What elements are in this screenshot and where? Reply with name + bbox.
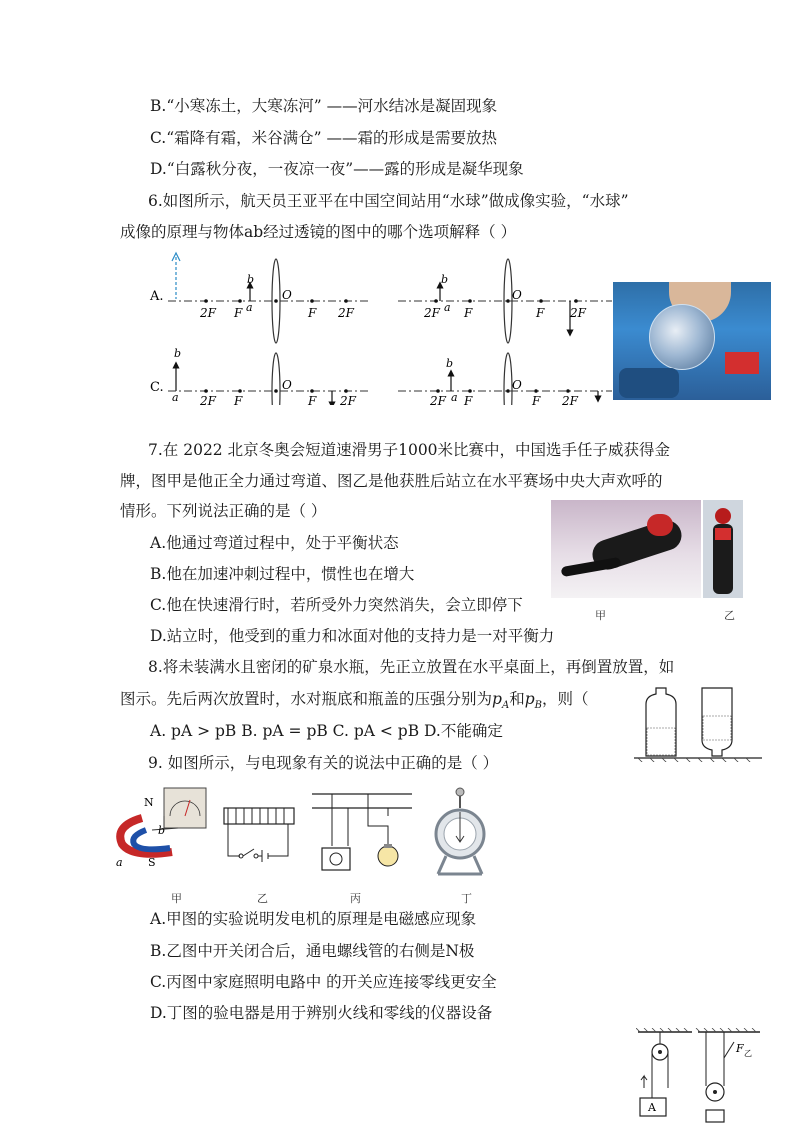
label-2f: 2F (562, 394, 578, 405)
lens-c (272, 353, 280, 405)
q9-option-d: D.丁图的验电器是用于辨别火线和零线的仪器设备 (150, 1004, 493, 1022)
label-2f: 2F (338, 306, 354, 320)
conductor-b-label: b (158, 824, 166, 837)
label-2f: 2F (570, 306, 586, 320)
skater-photo-jia (551, 500, 701, 598)
q7-option-a: A.他通过弯道过程中，处于平衡状态 (150, 534, 399, 552)
label-2f: 2F (430, 394, 446, 405)
label-2f: 2F (200, 394, 216, 405)
p-b-symbol: p (524, 690, 535, 708)
label-b: b (441, 273, 449, 286)
q5-option-b: B.“小寒冻土，大寒冻河” ——河水结冰是凝固现象 (150, 97, 498, 115)
q6-stem-line2: 成像的原理与物体ab经过透镜的图中的哪个选项解释（ ） (120, 223, 517, 241)
label-f: F (532, 394, 541, 405)
inverted-bottle (702, 688, 732, 756)
socket (322, 848, 350, 870)
caption-yi: 乙 (257, 892, 268, 905)
q8-line2-mid: 和 (509, 690, 525, 708)
caption-yi: 乙 (724, 609, 735, 622)
p-a-symbol: p (492, 690, 502, 708)
q9-stem: 9. 如图所示，与电现象有关的说法中正确的是（ ） (148, 754, 499, 772)
option-c-label: C. (150, 380, 164, 395)
upright-bottle (646, 688, 676, 756)
q7-stem-line3: 情形。下列说法正确的是（ ） (120, 502, 327, 520)
label-2f: 2F (200, 306, 216, 320)
force-f-label: F (736, 1042, 744, 1055)
block-a-label: A (648, 1101, 656, 1114)
label-f: F (464, 306, 473, 320)
q7-option-c: C.他在快速滑行时，若所受外力突然消失，会立即停下 (150, 596, 523, 614)
p-a-subscript: A (501, 700, 510, 712)
caption-bing: 丙 (350, 892, 361, 905)
label-a: a (444, 301, 451, 314)
magnet-n-label: N (144, 796, 154, 809)
force-f-sub: 乙 (744, 1049, 752, 1058)
skater-head (715, 508, 731, 524)
q9-diagrams (112, 786, 502, 886)
label-o: O (282, 378, 292, 392)
conductor-a-label: a (116, 856, 123, 869)
galvanometer (164, 788, 206, 828)
water-ball-photo (613, 282, 771, 400)
q6-stem-line1: 6.如图所示，航天员王亚平在中国空间站用“水球”做成像实验，“水球” (148, 192, 629, 210)
q8-line2-pre: 图示。先后两次放置时，水对瓶底和瓶盖的压强分别为 (120, 690, 493, 708)
water-level-a (647, 728, 675, 755)
caption-jia: 甲 (595, 609, 606, 622)
label-o: O (512, 288, 522, 302)
q5-option-c: C.“霜降有霜，米谷满仓” ——霜的形成是需要放热 (150, 129, 498, 147)
label-o: O (282, 288, 292, 302)
q8-line2-post: ，则（ (542, 690, 589, 708)
pulley-diagrams (636, 1028, 766, 1123)
label-o: O (512, 378, 522, 392)
q5-option-d: D.“白露秋分夜，一夜凉一夜”——露的形成是凝华现象 (150, 160, 524, 178)
skater-chest (715, 528, 731, 540)
label-f: F (464, 394, 473, 405)
battery (258, 824, 288, 862)
q7-stem-line1: 7.在 2022 北京冬奥会短道速滑男子1000米比赛中，中国选手任子威获得金 (148, 441, 671, 459)
magnet-s-label: S (148, 856, 156, 869)
label-f: F (234, 394, 243, 405)
water-level-b (703, 716, 731, 740)
skater-photo-yi (703, 500, 743, 598)
p-b-subscript: B (534, 700, 542, 712)
label-a: a (246, 301, 253, 314)
q7-option-d: D.站立时，他受到的重力和冰面对他的支持力是一对平衡力 (150, 627, 555, 645)
q6-lens-diagrams (148, 245, 612, 405)
bottles-diagram (634, 686, 764, 762)
label-a: a (172, 391, 179, 404)
switch (243, 849, 254, 856)
lens-d (504, 353, 512, 405)
label-f: F (308, 394, 317, 405)
skater-leg (561, 557, 622, 577)
q8-options: A. pA > pB B. pA = pB C. pA < pB D.不能确定 (150, 722, 503, 740)
label-f: F (234, 306, 243, 320)
q7-stem-line2: 牌，图甲是他正全力通过弯道、图乙是他获胜后站立在水平赛场中央大声欢呼的 (120, 472, 663, 490)
label-f: F (308, 306, 317, 320)
water-ball (649, 304, 715, 370)
caption-ding: 丁 (461, 892, 472, 905)
flag-patch (725, 352, 759, 374)
q7-option-b: B.他在加速冲刺过程中，惯性也在增大 (150, 565, 415, 583)
label-a: a (451, 391, 458, 404)
q9-option-a: A.甲图的实验说明发电机的原理是电磁感应现象 (150, 910, 477, 928)
caption-jia: 甲 (171, 892, 182, 905)
skater-helmet (647, 514, 673, 536)
badge (619, 368, 679, 398)
q8-stem-line1: 8.将未装满水且密闭的矿泉水瓶，先正立放置在水平桌面上，再倒置放置，如 (148, 658, 675, 676)
label-2f: 2F (340, 394, 356, 405)
label-b: b (174, 347, 182, 360)
label-2f: 2F (424, 306, 440, 320)
block-b (706, 1110, 724, 1122)
label-f: F (536, 306, 545, 320)
option-a-label: A. (150, 289, 164, 304)
label-b: b (247, 273, 255, 286)
q8-stem-line2 (120, 689, 589, 716)
light-bulb (378, 846, 398, 866)
label-b: b (446, 357, 454, 370)
q9-option-b: B.乙图中开关闭合后，通电螺线管的右侧是N极 (150, 942, 475, 960)
q9-option-c: C.丙图中家庭照明电路中 的开关应连接零线更安全 (150, 973, 497, 991)
